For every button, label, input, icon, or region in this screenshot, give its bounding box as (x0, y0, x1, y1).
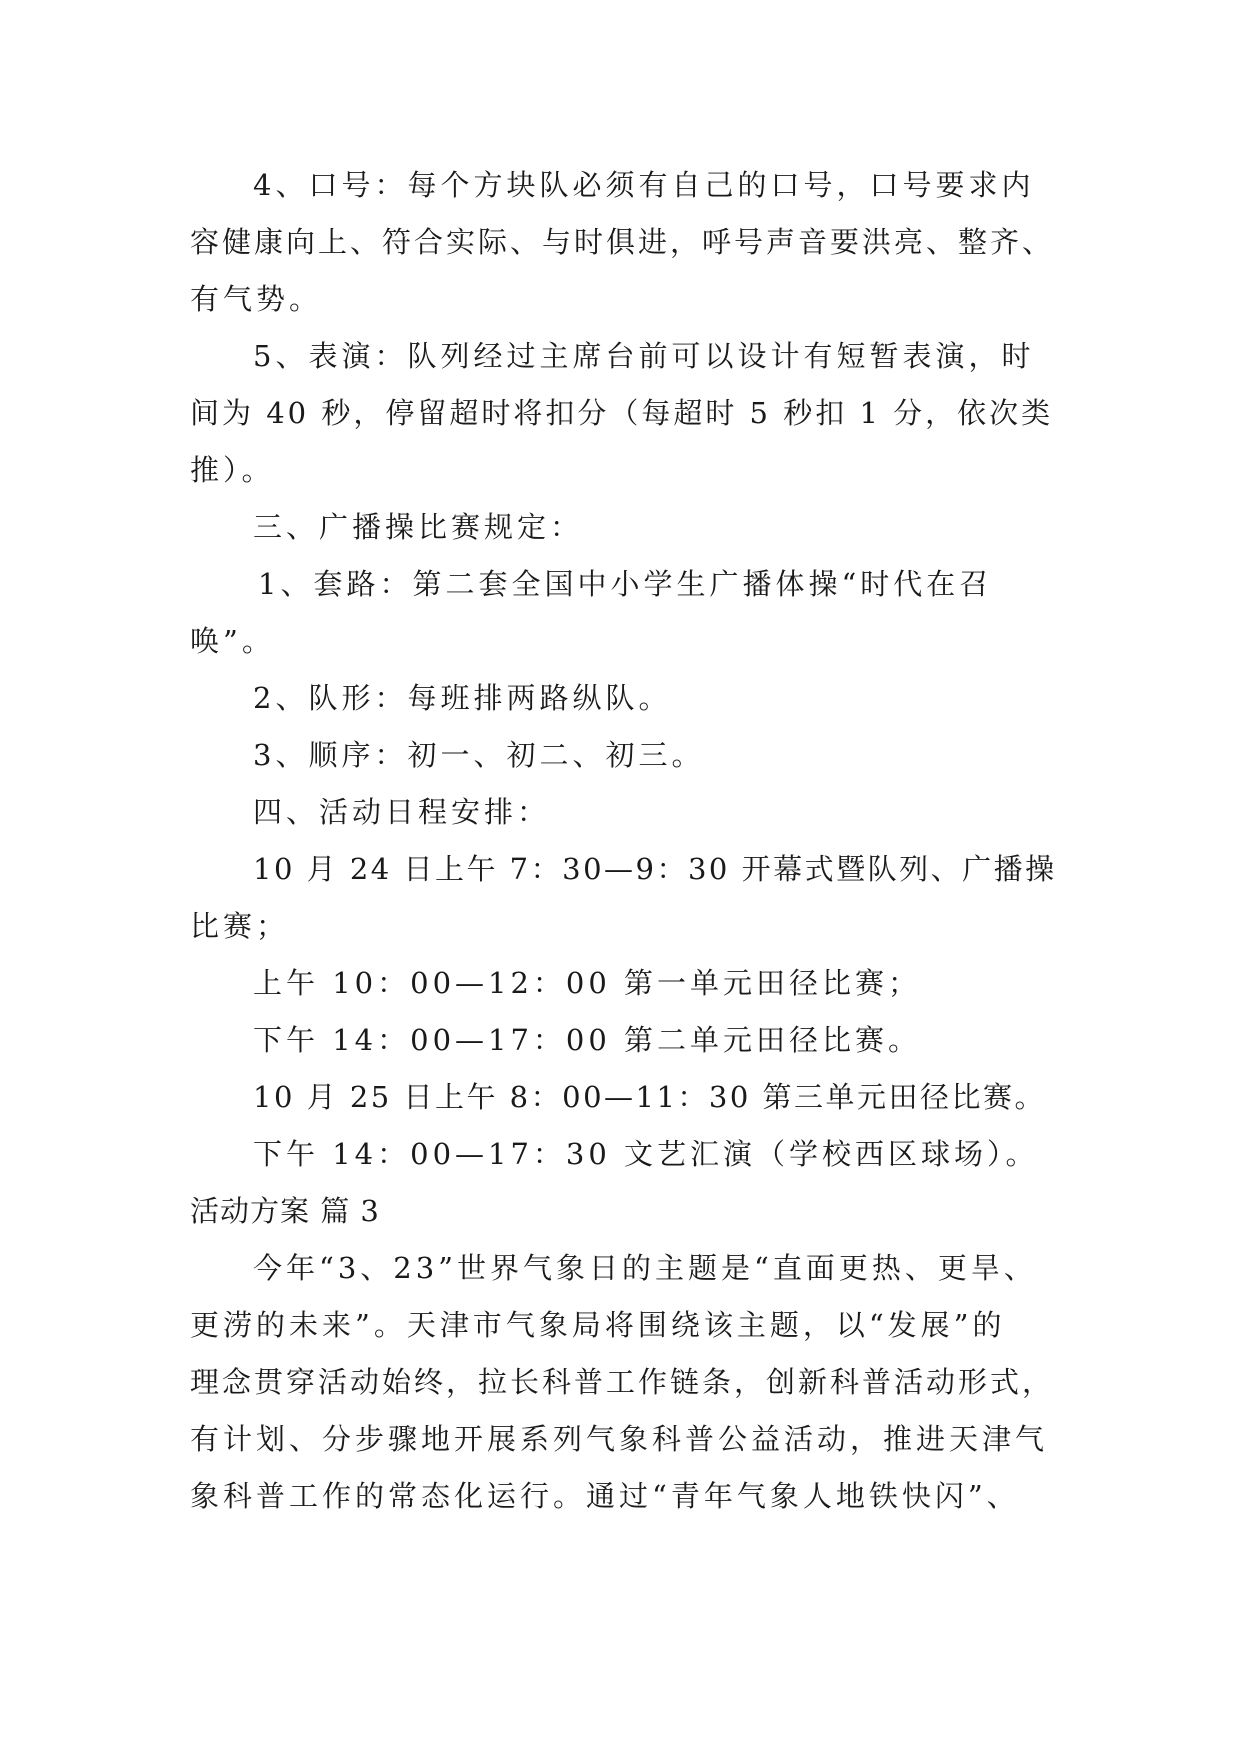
section-heading-schedule: 四、活动日程安排： (253, 795, 551, 829)
paragraph-meteorology-line-1: 今年“3、23”世界气象日的主题是“直面更热、更旱、 (253, 1251, 1037, 1285)
paragraph-routine-line-1: 1、套路：第二套全国中小学生广播体操“时代在召 (258, 567, 993, 601)
schedule-oct24-morning-line-2: 比赛； (190, 909, 290, 943)
paragraph-meteorology-line-3: 理念贯穿活动始终，拉长科普工作链条，创新科普活动形式， (190, 1365, 1055, 1399)
paragraph-slogan-line-3: 有气势。 (190, 282, 323, 316)
article-heading-plan-3: 活动方案 篇 3 (190, 1194, 380, 1228)
schedule-oct24-late-morning: 上午 10：00—12：00 第一单元田径比赛； (253, 966, 922, 1000)
paragraph-performance-line-2: 间为 40 秒，停留超时将扣分（每超时 5 秒扣 1 分，依次类 (190, 396, 1054, 430)
paragraph-slogan-line-2: 容健康向上、符合实际、与时俱进，呼号声音要洪亮、整齐、 (190, 225, 1055, 259)
paragraph-meteorology-line-2: 更涝的未来”。天津市气象局将围绕该主题，以“发展”的 (190, 1308, 1006, 1342)
paragraph-performance-line-1: 5、表演：队列经过主席台前可以设计有短暂表演，时 (253, 339, 1035, 373)
paragraph-order: 3、顺序：初一、初二、初三。 (253, 738, 705, 772)
schedule-oct25-afternoon: 下午 14：00—17：30 文艺汇演（学校西区球场）。 (253, 1137, 1039, 1171)
paragraph-performance-line-3: 推）。 (190, 453, 275, 487)
paragraph-routine-line-2: 唤”。 (190, 624, 275, 658)
paragraph-formation: 2、队形：每班排两路纵队。 (253, 681, 672, 715)
paragraph-slogan-line-1: 4、口号：每个方块队必须有自己的口号，口号要求内 (253, 168, 1035, 202)
schedule-oct24-morning-line-1: 10 月 24 日上午 7：30—9：30 开幕式暨队列、广播操 (253, 852, 1057, 886)
schedule-oct24-afternoon: 下午 14：00—17：00 第二单元田径比赛。 (253, 1023, 922, 1057)
schedule-oct25-morning: 10 月 25 日上午 8：00—11：30 第三单元田径比赛。 (253, 1080, 1047, 1114)
paragraph-meteorology-line-5: 象科普工作的常态化运行。通过“青年气象人地铁快闪”、 (190, 1479, 1020, 1513)
section-heading-broadcast-exercise: 三、广播操比赛规定： (253, 510, 584, 544)
paragraph-meteorology-line-4: 有计划、分步骤地开展系列气象科普公益活动，推进天津气 (190, 1422, 1049, 1456)
